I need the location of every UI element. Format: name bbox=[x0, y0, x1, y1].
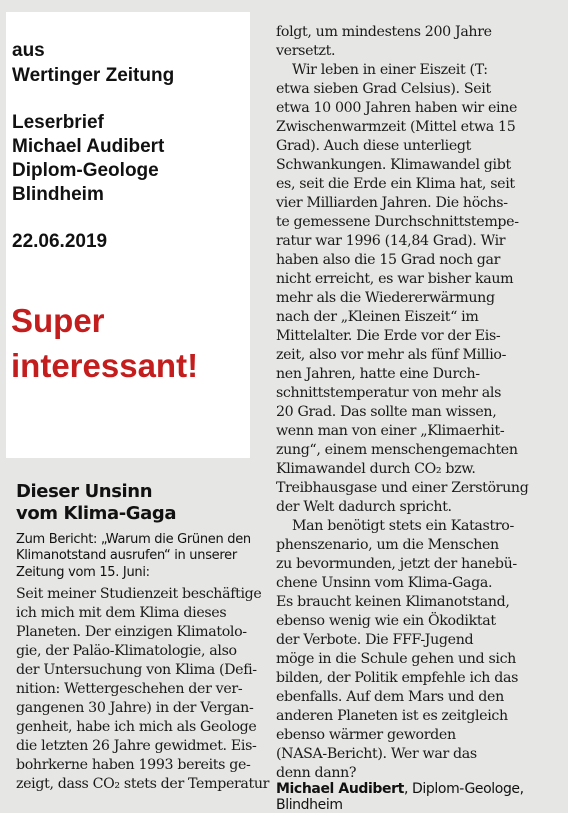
body-line: denn dann? bbox=[276, 765, 357, 781]
body-line: 20 Grad. Das sollte man wissen, bbox=[276, 404, 497, 420]
body-line: ebenso wenig wie ein Ökodiktat bbox=[276, 613, 496, 629]
letter-type: Leserbrief bbox=[12, 112, 104, 133]
body-line: Seit meiner Studienzeit beschäftige bbox=[16, 586, 262, 602]
comment-line-1: Super bbox=[11, 302, 105, 339]
author-place: Blindheim bbox=[12, 184, 104, 205]
signature-name: Michael Audibert bbox=[276, 781, 404, 797]
body-line: versetzt. bbox=[276, 43, 336, 59]
body-line: nen Jahren, hatte eine Durch- bbox=[276, 366, 480, 382]
body-line: genheit, habe ich mich als Geologe bbox=[16, 719, 257, 735]
signature bbox=[276, 781, 524, 797]
body-line: Es braucht keinen Klimanotstand, bbox=[276, 594, 510, 610]
body-line: schnittstemperatur von mehr als bbox=[276, 385, 502, 401]
body-line: haben also die 15 Grad noch gar bbox=[276, 252, 501, 268]
body-line: wenn man von einer „Klimaerhit- bbox=[276, 423, 505, 439]
body-line: zeigt, dass CO₂ stets der Temperatur bbox=[16, 776, 270, 792]
source-prefix: aus bbox=[12, 40, 45, 61]
body-line: der Welt dadurch spricht. bbox=[276, 499, 452, 515]
author-name: Michael Audibert bbox=[12, 136, 165, 157]
body-line: anderen Planeten ist es zeitgleich bbox=[276, 708, 508, 724]
body-line: Planeten. Der einzigen Klimatolo- bbox=[16, 624, 247, 640]
body-line: vier Milliarden Jahren. Die höchs- bbox=[276, 195, 508, 211]
body-line: Klimawandel durch CO₂ bzw. bbox=[276, 461, 476, 477]
body-line: phenszenario, um die Menschen bbox=[276, 537, 499, 553]
body-line: Schwankungen. Klimawandel gibt bbox=[276, 157, 511, 173]
body-line: chene Unsinn vom Klima-Gaga. bbox=[276, 575, 493, 591]
body-line: nach der „Kleinen Eiszeit“ im bbox=[276, 309, 479, 325]
body-line: ratur war 1996 (14,84 Grad). Wir bbox=[276, 233, 506, 249]
body-line: gangenen 30 Jahre) in der Vergan- bbox=[16, 700, 254, 716]
body-line: bilden, der Politik empfehle ich das bbox=[276, 670, 519, 686]
body-line: Grad). Auch diese unterliegt bbox=[276, 138, 471, 154]
body-line: Man benötigt stets ein Katastro- bbox=[292, 518, 514, 534]
body-line: die letzten 26 Jahre gewidmet. Eis- bbox=[16, 738, 257, 754]
newspaper-name: Wertinger Zeitung bbox=[12, 65, 175, 86]
body-line: etwa sieben Grad Celsius). Seit bbox=[276, 81, 491, 97]
body-line: nition: Wettergeschehen der ver- bbox=[16, 681, 243, 697]
comment-line-2: interessant! bbox=[11, 347, 199, 384]
publication-date: 22.06.2019 bbox=[12, 231, 108, 252]
body-line: es, seit die Erde ein Klima hat, seit bbox=[276, 176, 515, 192]
signature-place: Blindheim bbox=[276, 797, 343, 813]
body-line: mehr als die Wiedererwärmung bbox=[276, 290, 495, 306]
reference-line: Zeitung vom 15. Juni: bbox=[16, 565, 150, 580]
body-line: folgt, um mindestens 200 Jahre bbox=[276, 24, 492, 40]
body-line: bohrkerne haben 1993 bereits ge- bbox=[16, 757, 251, 773]
body-line: gie, der Paläo-Klimatologie, also bbox=[16, 643, 237, 659]
body-line: te gemessene Durchschnittstempe- bbox=[276, 214, 519, 230]
body-line: Zwischenwarmzeit (Mittel etwa 15 bbox=[276, 119, 516, 135]
body-line: zeit, also vor mehr als fünf Millio- bbox=[276, 347, 507, 363]
reference-line: Zum Bericht: „Warum die Grünen den bbox=[16, 532, 251, 547]
body-line: Mittelalter. Die Erde vor der Eis- bbox=[276, 328, 501, 344]
body-line: der Untersuchung von Klima (Defi- bbox=[16, 662, 257, 678]
body-line: nicht erreicht, es war bisher kaum bbox=[276, 271, 514, 287]
body-line: ich mich mit dem Klima dieses bbox=[16, 605, 227, 621]
body-line: möge in die Schule gehen und sich bbox=[276, 651, 516, 667]
signature-title: , Diplom-Geologe, bbox=[403, 781, 524, 797]
author-title: Diplom-Geologe bbox=[12, 160, 159, 181]
headline-line: Dieser Unsinn bbox=[16, 481, 153, 502]
source-info-box bbox=[6, 12, 250, 458]
body-line: Wir leben in einer Eiszeit (T: bbox=[292, 62, 488, 78]
body-line: etwa 10 000 Jahren haben wir eine bbox=[276, 100, 518, 116]
body-line: zung“, einem menschengemachten bbox=[276, 442, 518, 458]
body-line: Treibhausgase und einer Zerstörung bbox=[276, 480, 529, 496]
body-line: der Verbote. Die FFF-Jugend bbox=[276, 632, 474, 648]
body-line: (NASA-Bericht). Wer war das bbox=[276, 746, 477, 762]
reference-line: Klimanotstand ausrufen“ in unserer bbox=[16, 548, 237, 563]
body-line: ebenso wärmer geworden bbox=[276, 727, 456, 743]
body-line: ebenfalls. Auf dem Mars und den bbox=[276, 689, 504, 705]
body-line: zu bevormunden, jetzt der hanebü- bbox=[276, 556, 517, 572]
headline-line: vom Klima-Gaga bbox=[16, 503, 177, 524]
